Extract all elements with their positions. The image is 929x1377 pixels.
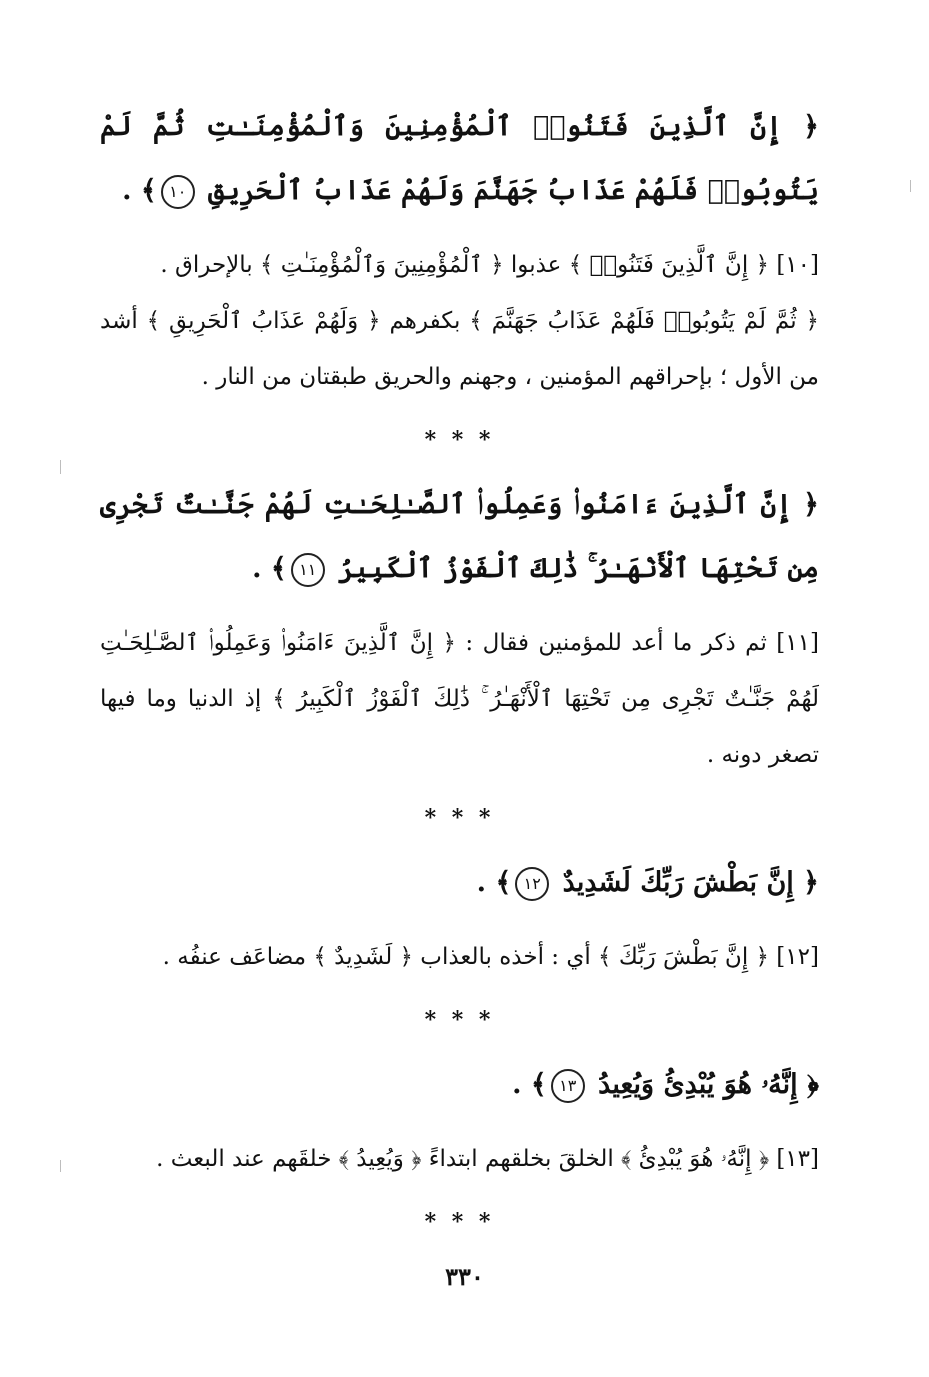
- verse-end: ﴾ .: [122, 175, 157, 206]
- section-separator: * * *: [424, 1007, 495, 1033]
- scan-mark: [60, 460, 61, 474]
- verse-text: ﴿ إِنَّ ٱلَّذِينَ ءَامَنُوا۟ وَعَمِلُوا۟ ٱلصَّـٰلِحَـٰتِ لَهُمْ جَنَّـٰتٌ تَجْرِى مِن تَحْتِهَا ٱلْأَنْهَـٰرُ ۚ ذَٰلِكَ ٱلْفَوْزُ ٱلْكَبِيرُ: [100, 489, 819, 584]
- tafsir-paragraph: [١١] ثم ذكر ما أعد للمؤمنين فقال : ﴿ إِنَّ ٱلَّذِينَ ءَامَنُوا۟ وَعَمِلُوا۟ ٱلصَّـٰلِحَـٰتِ لَهُمْ جَنَّـٰتٌ تَجْرِى مِن تَحْتِهَا ٱلْأَنْهَـٰرُ ۚ ذَٰلِكَ ٱلْفَوْزُ ٱلْكَبِيرُ ﴾ إذ الدنيا وما فيها تصغر دونه .: [100, 630, 819, 768]
- ayah-number: ١١: [291, 553, 325, 587]
- quran-verse: [100, 1053, 819, 1117]
- tafsir-paragraph: [١٢] ﴿ إِنَّ بَطْشَ رَبِّكَ ﴾ أي : أخذه بالعذاب ﴿ لَشَدِيدٌ ﴾ مضاعَف عنفُه .: [162, 944, 819, 970]
- section-separator: * * *: [424, 805, 495, 831]
- verse-end: ﴾ .: [476, 867, 512, 898]
- tafsir-paragraph: [١٣] ﴿ إِنَّهُۥ هُوَ يُبْدِئُ ﴾ الخلقَ بخلقهم ابتداءً ﴿ وَيُعِيدُ ﴾ خلقَهم عند البعث .: [156, 1146, 819, 1172]
- page-number: ٣٣٠: [445, 1262, 484, 1291]
- verse-text: ﴿ إِنَّهُۥ هُوَ يُبْدِئُ وَيُعِيدُ: [598, 1069, 819, 1100]
- tafsir-paragraph: [١٠] ﴿ إِنَّ ٱلَّذِينَ فَتَنُوا۟ ﴾ عذبوا ﴿ ٱلْمُؤْمِنِينَ وَٱلْمُؤْمِنَـٰتِ ﴾ بالإحراق .: [160, 252, 819, 278]
- verse-end: ﴾ .: [512, 1069, 547, 1100]
- page-body: [100, 95, 819, 1255]
- verse-text: ﴿ إِنَّ ٱلَّذِينَ فَتَنُوا۟ ٱلْمُؤْمِنِينَ وَٱلْمُؤْمِنَـٰتِ ثُمَّ لَمْ يَتُوبُوا۟ فَلَهُمْ عَذَابُ جَهَنَّمَ وَلَهُمْ عَذَابُ ٱلْحَرِيقِ: [100, 111, 819, 206]
- ayah-number: ١٠: [161, 175, 195, 209]
- section-separator: * * *: [424, 427, 495, 453]
- scan-mark: [60, 1160, 61, 1172]
- verse-end: ﴾ .: [252, 553, 287, 584]
- ayah-number: ١٣: [551, 1069, 585, 1103]
- tafsir-paragraph: ﴿ ثُمَّ لَمْ يَتُوبُوا۟ فَلَهُمْ عَذَابُ جَهَنَّمَ ﴾ بكفرهم ﴿ وَلَهُمْ عَذَابُ ٱلْحَرِيقِ ﴾ أشد من الأول ؛ بإحراقهم المؤمنين ، وجهنم والحريق طبقتان من النار .: [100, 308, 819, 390]
- section-separator: * * *: [424, 1209, 495, 1235]
- scan-mark: [910, 180, 911, 192]
- verse-text: ﴿ إِنَّ بَطْشَ رَبِّكَ لَشَدِيدٌ: [562, 867, 819, 898]
- ayah-number: ١٢: [515, 867, 549, 901]
- quran-verse: [100, 473, 819, 601]
- quran-verse: [100, 95, 819, 223]
- quran-verse: [100, 851, 819, 915]
